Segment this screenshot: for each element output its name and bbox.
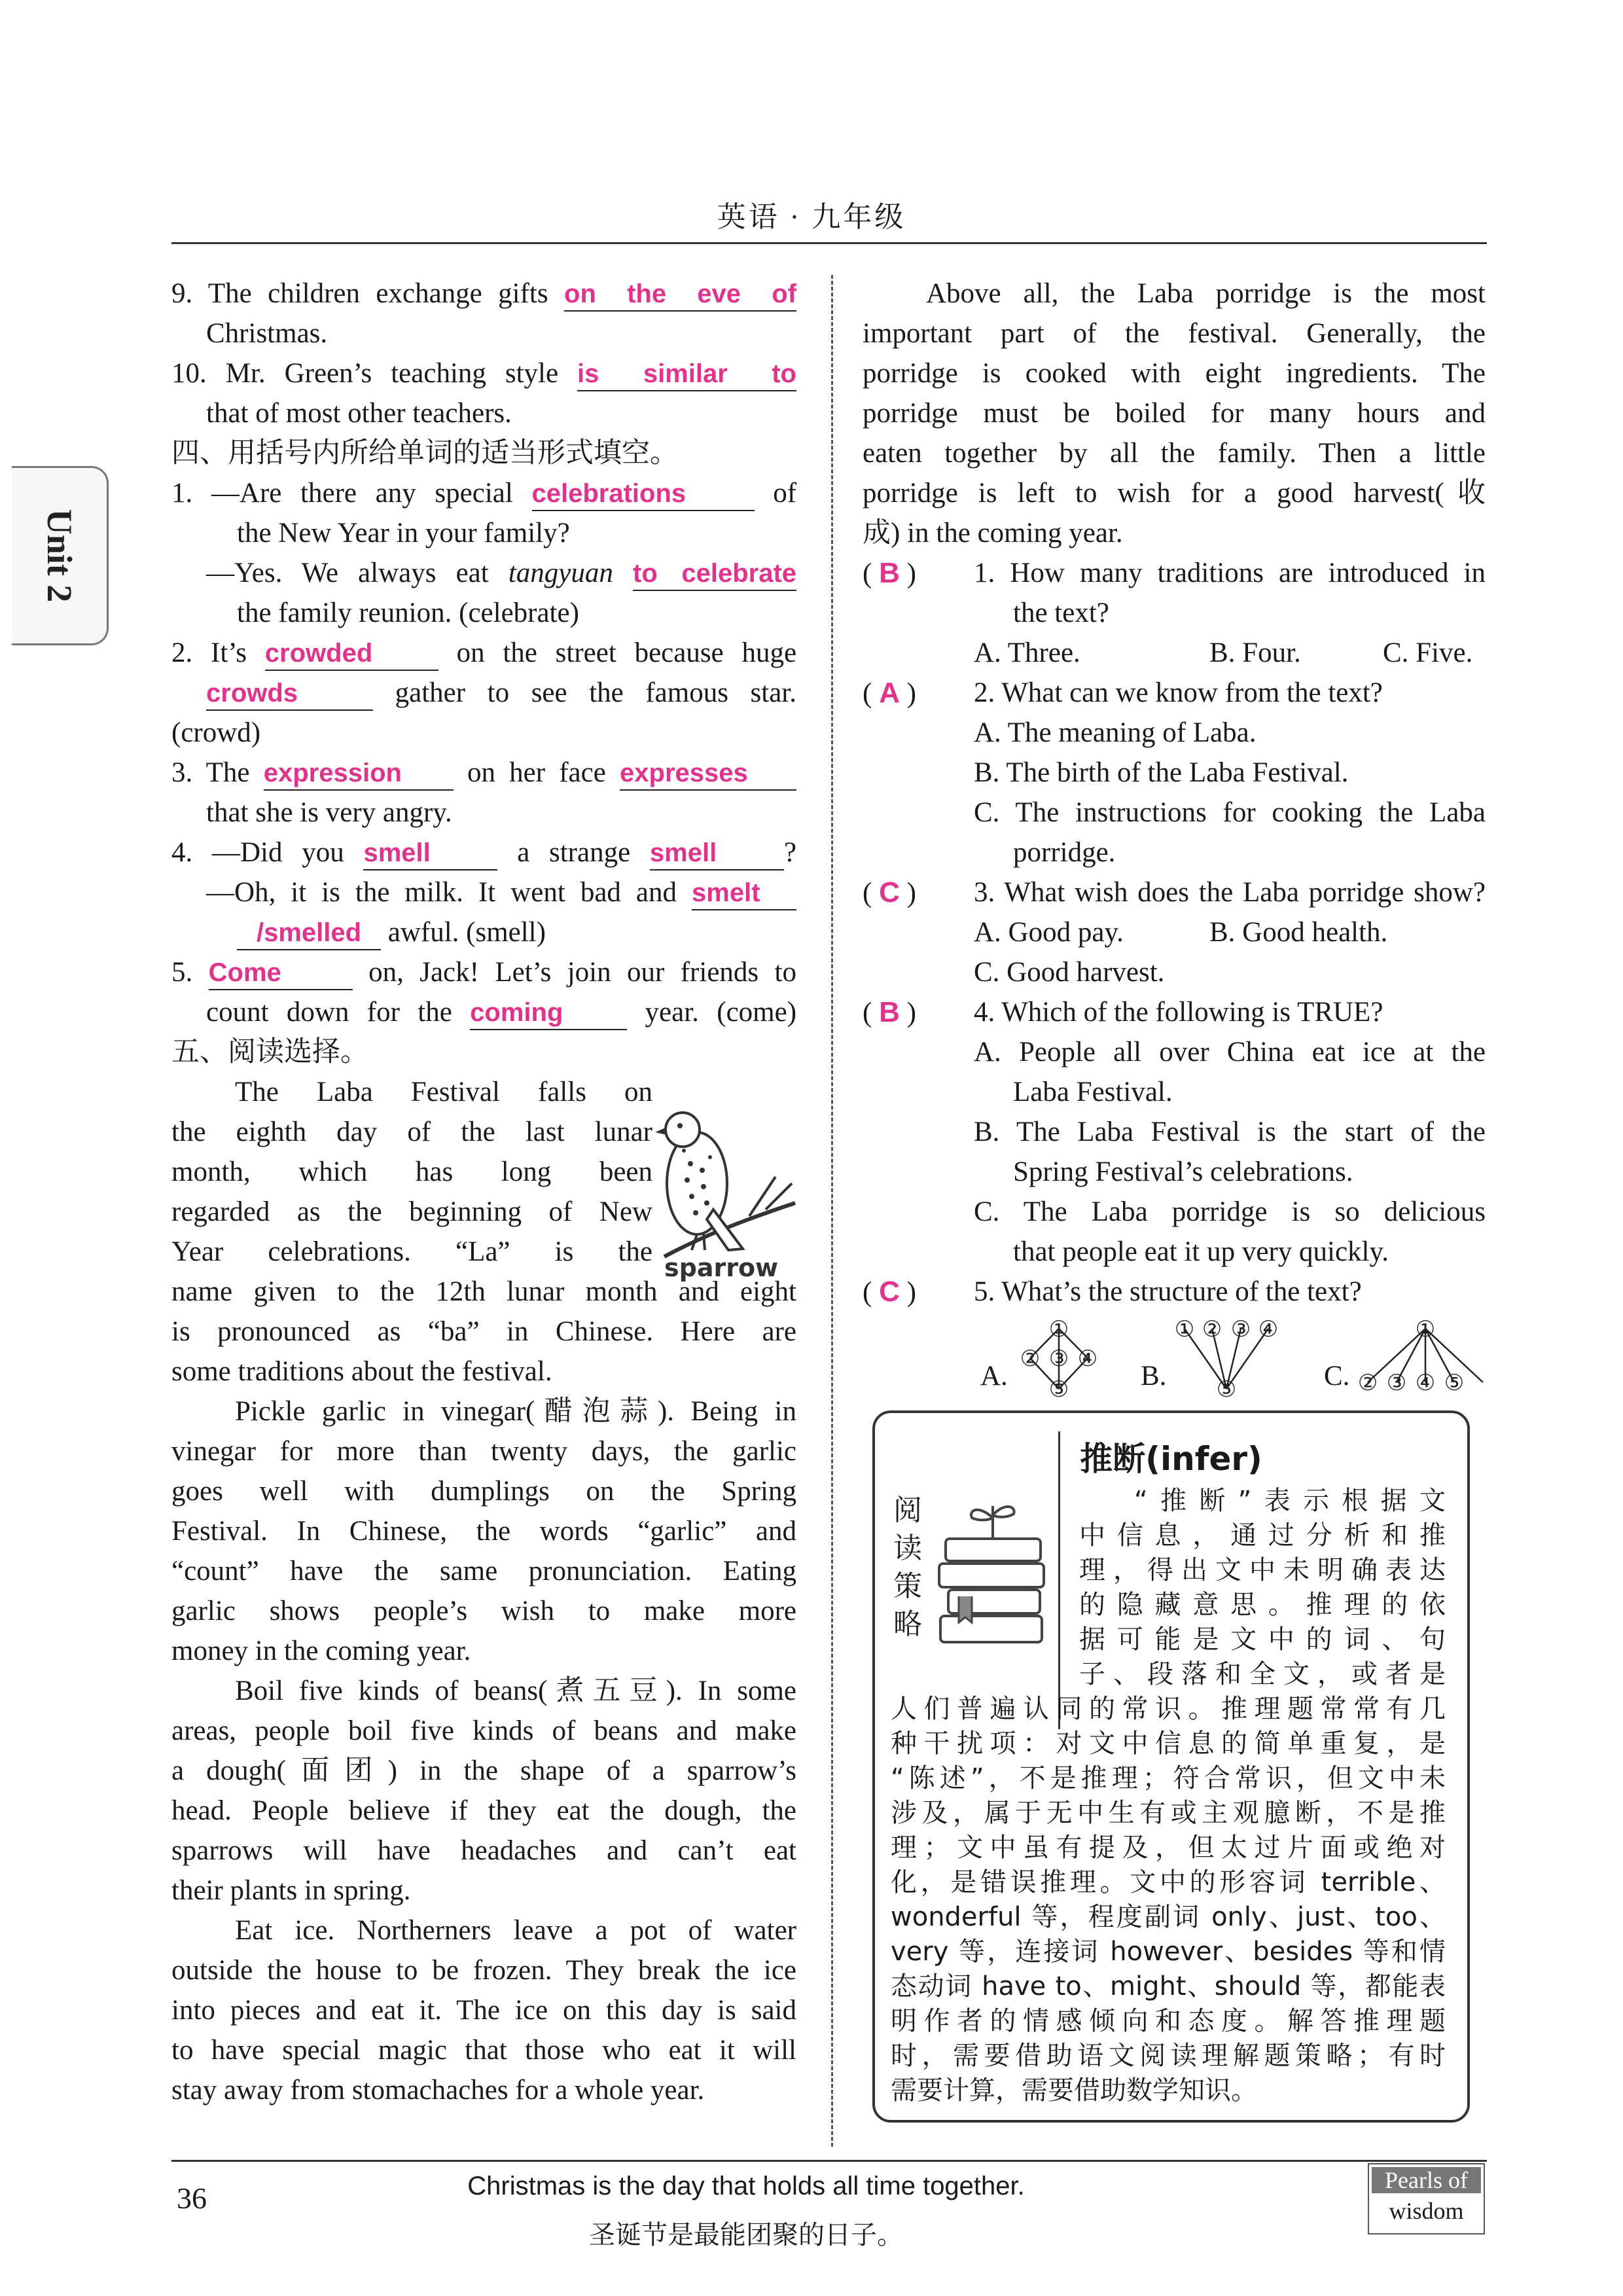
section5-heading: 五、阅读选择。 [171,1035,368,1068]
motto-chinese: 圣诞节是最能团聚的日子。 [589,2220,903,2250]
answer-s4-4d: /smelled [256,918,362,947]
s4-i1-line3: —Yes. We always eat tangyuan to celebrate [171,553,796,593]
s4-i1-line1: 1. —Are there any special celebrations of [171,473,796,513]
books-icon [933,1492,1050,1655]
diagram-a-label: A. [980,1361,1008,1391]
s4-i3-line2: that she is very angry. [206,797,452,828]
answer-s4-5b: coming [470,998,563,1027]
question-3: ( C ) 3. What wish does the Laba porridge show? [863,876,1486,908]
passage-p3: Boil five kinds of beans(煮五豆). In some areas, people boil five kinds of beans and make a dough(面团) in the shape of a sparrow’s head. People believe if they eat the dough, the sparrows will have headaches and can’t eat their plants in spring. [171,1676,796,1906]
s4-i1-line2: the New Year in your family? [237,518,570,548]
diagram-b-node-5: ⑤ [1216,1376,1237,1401]
question-2: ( A ) 2. What can we know from the text? [863,677,1383,709]
passage-p4: Eat ice. Northerners leave a pot of water outside the house to be frozen. They break the ice into pieces and eat it. The ice on this day is said to have special magic that those who eat it will stay away from stomachaches for a whole year. [171,1915,796,2106]
header-rule [171,242,1487,244]
question-4: ( B ) 4. Which of the following is TRUE? [863,996,1383,1028]
answer-rq2: A [879,677,900,709]
page-header-title: 英语 · 九年级 [717,201,906,233]
unit-tab [12,466,109,645]
answer-s4-3b: expresses [620,759,748,787]
motto-english: Christmas is the day that holds all time together. [467,2172,1025,2200]
q2-option-c-cont: porridge. [1013,837,1116,868]
passage-p2: Pickle garlic in vinegar(醋泡蒜). Being in vinegar for more than twenty days, the garlic goes well with dumplings on the Spring Festival. In Chinese, the words “garlic” and “count” have the same pronunciation. Eating garlic shows people’s wish to make more money in the coming year. [171,1396,796,1666]
q2-option-b: B. The birth of the Laba Festival. [974,757,1349,788]
s4-i5-line2: count down for the coming year. (come) [171,992,796,1032]
diagram-c-node-5: ⑤ [1444,1370,1465,1396]
pearls-bottom: wisdom [1389,2198,1464,2224]
diagram-c-node-1: ① [1415,1316,1436,1342]
unit-tab-label: Unit 2 [39,509,79,603]
q4-option-a: A. People all over China eat ice at the [974,1037,1486,1067]
q2-option-a: A. The meaning of Laba. [974,717,1257,748]
q4-option-b: B. The Laba Festival is the start of the [974,1117,1486,1147]
answer-s4-5a: Come [208,958,281,987]
s4-i4-line3: /smelled awful. (smell) [171,912,796,952]
infer-divider [1058,1431,1060,1729]
q3-options-ab: A. Good pay. B. Good health. [974,917,1388,948]
footer-rule [171,2160,1487,2162]
column-divider [831,275,833,2147]
diagram-b-node-3: ③ [1230,1316,1251,1342]
infer-title: 推断(infer) [1080,1440,1262,1478]
diagram-c-node-4: ④ [1415,1370,1436,1396]
q4-option-a-cont: Laba Festival. [1013,1077,1173,1107]
answer-s4-2a: crowded [264,639,373,668]
s4-i2-line1: 2. It’s crowded on the street because huge [171,633,796,673]
answer-rq3: C [879,876,900,908]
sparrow-illustration [651,1105,802,1262]
s4-i4-line1: 4. —Did you smell a strange smell ? [171,833,796,872]
answer-q9: on the eve of [564,279,797,308]
pearls-of-wisdom-badge [1368,2163,1485,2234]
answer-s4-2b: crowds [206,679,298,708]
answer-rq5: C [879,1276,900,1308]
diagram-b-node-2: ② [1202,1316,1222,1342]
answer-s4-4b: smell [649,838,717,867]
diagram-b-label: B. [1141,1361,1167,1391]
diagram-lines [863,1309,1486,1401]
pearls-top: Pearls of [1372,2167,1481,2193]
diagram-a-node-2: ② [1020,1346,1041,1372]
q4-option-c: C. The Laba porridge is so delicious [974,1196,1486,1227]
page-number: 36 [177,2181,207,2215]
q9-line1: 9. The children exchange gifts on the eve of [171,274,796,314]
passage-p5: Above all, the Laba porridge is the most important part of the festival. Generally, the porridge is cooked with eight ingredients. The porridge must be boiled for many hours and eaten together by all the family. Then a little porridge is left to wish for a good harvest(收 成) in the coming year. [863,278,1486,548]
s4-i1-line4: the family reunion. (celebrate) [237,598,579,628]
passage-p1: The Laba Festival falls on the eighth day of the last lunar month, which has long been regarded as the beginning of New Year celebrations. “La” is the name given to the 12th lunar month and eight is pronounced as “ba” in Chinese. Here are some traditions about the festival. [171,1077,796,1387]
diagram-c-label: C. [1324,1361,1350,1391]
q4-option-c-cont: that people eat it up very quickly. [1013,1236,1389,1267]
sparrow-label: sparrow [664,1253,779,1282]
diagram-a-node-1: ① [1048,1316,1069,1342]
s4-i5-line1: 5. Come on, Jack! Let’s join our friends to [171,952,796,992]
diagram-a-node-5: ⑤ [1048,1376,1069,1401]
right-column [863,274,1486,1312]
s4-i4-line2: —Oh, it is the milk. It went bad and smelt [171,872,796,912]
answer-rq4: B [879,996,900,1028]
answer-s4-1a: celebrations [531,479,687,508]
question-1: ( B ) 1. How many traditions are introduced in the text? [863,557,1486,628]
answer-s4-1b: to celebrate [633,559,797,588]
infer-text-narrow: “推断”表示根据文 中信息，通过分析和推 理，得出文中未明确表达 的隐藏意思。推理的依 据可能是文中的词、句 子、段落和全文，或者是 [1079,1486,1446,1689]
answer-s4-4a: smell [363,838,431,867]
diagram-c-node-2: ② [1357,1370,1378,1396]
question-1-options: A. Three. B. Four. C. Five. [974,637,1473,668]
q3-option-c: C. Good harvest. [974,957,1165,988]
q4-option-b-cont: Spring Festival’s celebrations. [1013,1157,1353,1187]
diagram-b-node-4: ④ [1258,1316,1279,1342]
diagram-a-node-3: ③ [1048,1346,1069,1372]
answer-s4-3a: expression [263,759,402,787]
infer-text-wide: 人们普遍认同的常识。推理题常常有几 种干扰项：对文中信息的简单重复，是 “陈述”，不是推理；符合常识，但文中未 涉及，属于无中生有或主观臆断，不是推 理；文中虽有提及，但太过片面或绝对 化，是错误推理。文中的形容词 terrible、 wonderful 等，程度副词 only、just、too、 very 等，连接词 however、besides 等和情 态动词 have to、might、should 等，都能表 明作者的情感倾向和态度。解答推理题 时，需要借助语文阅读理解题策略；有时 需要计算，需要借助数学知识。 [891,1694,1446,2106]
answer-rq1: B [879,557,900,589]
strategy-side-label: 阅 读 策 略 [893,1494,922,1641]
s4-i3-line1: 3. The expression on her face expresses [171,753,796,793]
diagram-a-node-4: ④ [1077,1346,1098,1372]
s4-i2-line2: crowds gather to see the famous star. [171,673,796,713]
s4-i2-line3: (crowd) [171,717,261,748]
q10-line2: that of most other teachers. [206,398,512,429]
diagram-c-node-3: ③ [1386,1370,1407,1396]
section4-heading: 四、用括号内所给单词的适当形式填空。 [171,437,678,469]
answer-s4-4c: smelt [692,878,760,907]
structure-diagrams [863,1309,1486,1401]
question-5: ( C ) 5. What’s the structure of the text? [863,1276,1362,1308]
reading-strategy-box [872,1410,1470,2123]
q2-option-c: C. The instructions for cooking the Laba [974,797,1486,828]
diagram-b-node-1: ① [1174,1316,1195,1342]
q10-line1: 10. Mr. Green’s teaching style is similar to [171,353,796,393]
answer-q10: is similar to [577,359,796,388]
q9-line2: Christmas. [206,318,328,349]
